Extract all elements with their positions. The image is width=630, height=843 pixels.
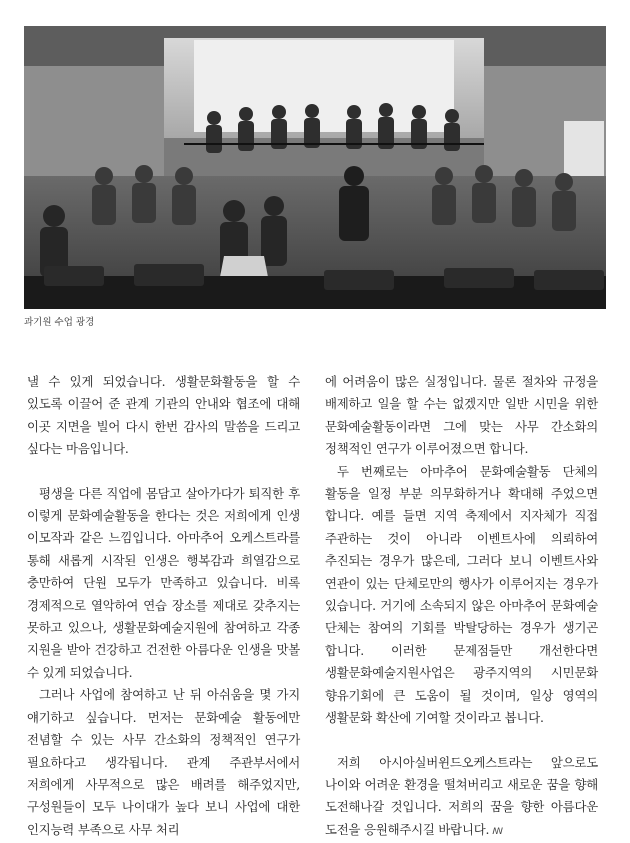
end-mark-icon: ꟿ	[492, 827, 502, 837]
photo-caption: 과기원 수업 광경	[24, 314, 94, 328]
left-column	[27, 371, 300, 841]
rehearsal-photo	[24, 26, 606, 309]
paragraph: 낼 수 있게 되었습니다. 생활문화활동을 할 수 있도록 이끌어 준 관계 기관의 안내와 협조에 대해 이곳 지면을 빌어 다시 한번 감사의 말씀을 드리고 싶다는 마음입니다.	[27, 371, 300, 461]
right-column	[325, 371, 598, 843]
paragraph: 그러나 사업에 참여하고 난 뒤 아쉬움을 몇 가지 얘기하고 싶습니다. 먼저는 문화예술 활동에만 전념할 수 있는 사무 간소화의 정책적인 연구가 필요하다고 생각됩니다. 관계 주관부서에서 저희에게 사무적으로 많은 배려를 해주었지만, 구성원들이 모두 나이대가 높다 보니 사업에 대한 인지능력 부족으로 사무 처리	[27, 684, 300, 841]
paragraph-final-text: 저희 아시아실버윈드오케스트라는 앞으로도 나이와 어려운 환경을 떨쳐버리고 새로운 꿈을 향해 도전해나갈 것입니다. 저희의 꿈을 향한 아름다운 도전을 응원해주시길 바랍니다.	[325, 755, 598, 837]
paragraph: 에 어려움이 많은 실정입니다. 물론 절차와 규정을 배제하고 일을 할 수는 없겠지만 일반 시민을 위한 문화예술활동이라면 그에 맞는 사무 간소화의 정책적인 연구가 이루어졌으면 합니다.	[325, 371, 598, 461]
paragraph-final	[325, 752, 598, 843]
paragraph: 두 번째로는 아마추어 문화예술활동 단체의 활동을 일정 부분 의무화하거나 확대해 주었으면 합니다. 예를 들면 지역 축제에서 지자체가 직접 주관하는 것이 아니라 이벤트사에 의뢰하여 추진되는 경우가 많은데, 그러다 보니 이벤트사와 연관이 있는 단체로만의 행사가 이루어지는 경우가 있습니다. 거기에 소속되지 않은 아마추어 문화예술 단체는 참여의 기회를 박탈당하는 경우가 생기곤 합니다. 이러한 문제점들만 개선한다면 생활문화예술지원사업은 광주지역의 시민문화 향유기회에 큰 도움이 될 것이며, 일상 영역의 생활문화 확산에 기여할 것이라고 봅니다.	[325, 461, 598, 730]
paragraph: 평생을 다른 직업에 몸담고 살아가다가 퇴직한 후 이렇게 문화예술활동을 한다는 것은 저희에게 인생 이모작과 같은 느낌입니다. 아마추어 오케스트라를 통해 새롭게 시작된 인생은 행복감과 희열감으로 충만하여 단원 모두가 만족하고 있습니다. 비록 경제적으로 열악하여 연습 장소를 제대로 갖추지는 못하고 있으나, 생활문화예술지원에 참여하고 각종 지원을 받아 건강하고 건전한 아름다운 인생을 맛볼 수 있게 되었습니다.	[27, 483, 300, 685]
rehearsal-photo-icon	[24, 26, 606, 309]
